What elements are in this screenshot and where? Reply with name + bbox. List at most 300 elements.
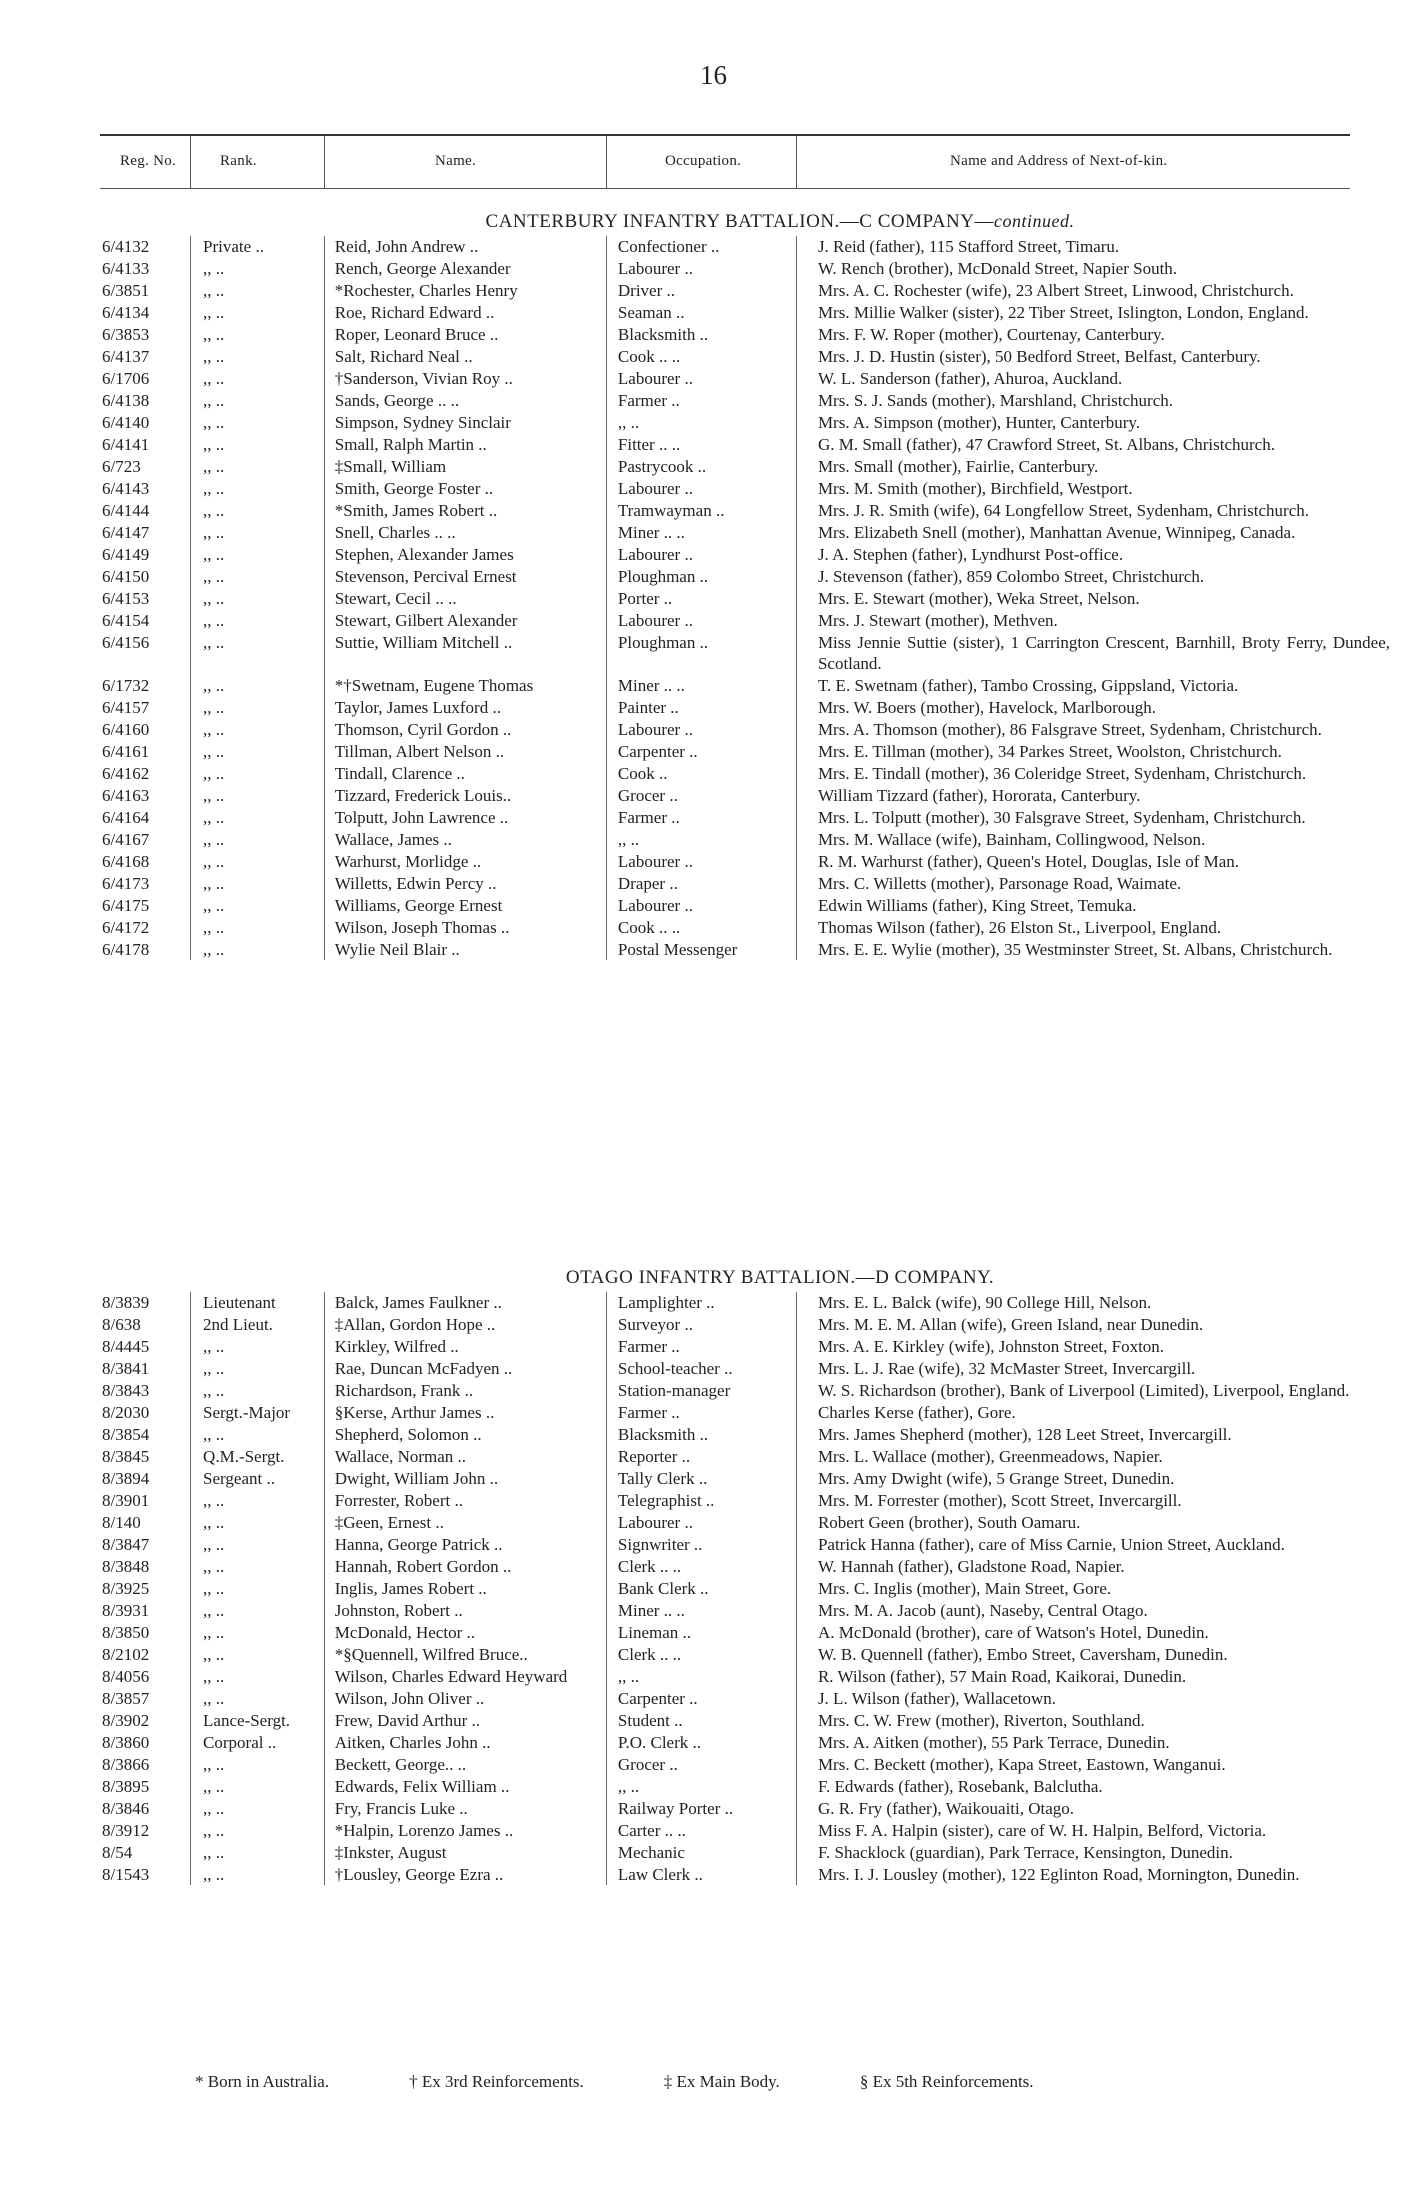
cell-addr: Mrs. M. Forrester (mother), Scott Street, Invercargill. [817,1491,1182,1510]
cell-occ: Blacksmith .. [617,325,709,344]
cell-rank: ,, .. [203,1579,225,1598]
table-row [100,1468,1390,1489]
column-divider [796,136,797,188]
cell-name: Reid, John Andrew .. [334,237,479,256]
cell-addr: Mrs. A. E. Kirkley (wife), Johnston Street, Foxton. [817,1337,1165,1356]
table-row [100,390,1390,411]
cell-rank: ,, .. [203,1513,225,1532]
cell-rank: ,, .. [203,633,225,652]
table-row [100,873,1390,894]
cell-reg: 8/4056 [102,1667,150,1686]
section-title-suffix: continued. [993,211,1075,231]
cell-occ: Labourer .. [617,720,693,739]
cell-name: Shepherd, Solomon .. [334,1425,482,1444]
cell-rank: ,, .. [203,325,225,344]
cell-reg: 8/3848 [102,1557,150,1576]
cell-name: Beckett, George.. .. [334,1755,467,1774]
table-row [100,719,1390,740]
column-divider [190,1292,191,1885]
cell-rank: Sergeant .. [203,1469,275,1488]
cell-occ: Farmer .. [617,1337,680,1356]
cell-occ: Labourer .. [617,1513,693,1532]
column-divider [190,136,191,188]
cell-addr: J. L. Wilson (father), Wallacetown. [817,1689,1057,1708]
cell-rank: ,, .. [203,611,225,630]
cell-addr: Mrs. E. E. Wylie (mother), 35 Westminster Street, St. Albans, Christchurch. [817,940,1333,959]
cell-name: Fry, Francis Luke .. [334,1799,468,1818]
column-divider [606,1292,607,1885]
cell-addr: Mrs. J. D. Hustin (sister), 50 Bedford Street, Belfast, Canterbury. [817,347,1261,366]
cell-name: Wallace, James .. [334,830,452,849]
cell-addr: R. Wilson (father), 57 Main Road, Kaikorai, Dunedin. [817,1667,1187,1686]
cell-addr: William Tizzard (father), Hororata, Canterbury. [817,786,1141,805]
cell-rank: ,, .. [203,852,225,871]
cell-reg: 8/3850 [102,1623,150,1642]
cell-occ: Miner .. .. [617,523,685,542]
cell-occ: Farmer .. [617,808,680,827]
section-canterbury [100,206,1390,961]
cell-occ: Tramwayman .. [617,501,725,520]
otago-rows [100,1292,1390,1885]
cell-addr: Mrs. A. Simpson (mother), Hunter, Canterbury. [817,413,1141,432]
cell-occ: Ploughman .. [617,567,709,586]
cell-rank: ,, .. [203,567,225,586]
cell-addr: Mrs. J. Stewart (mother), Methven. [817,611,1058,630]
cell-name: †Sanderson, Vivian Roy .. [334,369,513,388]
cell-rank: ,, .. [203,1755,225,1774]
cell-reg: 6/4153 [102,589,150,608]
cell-rank: ,, .. [203,1689,225,1708]
cell-addr: Edwin Williams (father), King Street, Temuka. [817,896,1137,915]
cell-addr: Mrs. M. Smith (mother), Birchfield, Westport. [817,479,1133,498]
cell-addr: F. Shacklock (guardian), Park Terrace, Kensington, Dunedin. [817,1843,1233,1862]
cell-addr: Mrs. A. Thomson (mother), 86 Falsgrave Street, Sydenham, Christchurch. [817,720,1322,739]
cell-addr: Mrs. C. Beckett (mother), Kapa Street, Eastown, Wanganui. [817,1755,1226,1774]
footnote: § Ex 5th Reinforcements. [859,2072,1034,2091]
table-row [100,258,1390,279]
cell-addr: Mrs. Small (mother), Fairlie, Canterbury. [817,457,1099,476]
cell-name: *§Quennell, Wilfred Bruce.. [334,1645,528,1664]
cell-reg: 8/2102 [102,1645,150,1664]
cell-rank: ,, .. [203,1623,225,1642]
table-row [100,324,1390,345]
cell-reg: 6/4154 [102,611,150,630]
cell-occ: Cook .. .. [617,918,681,937]
cell-name: Wilson, Charles Edward Heyward [334,1667,568,1686]
cell-reg: 8/3854 [102,1425,150,1444]
cell-reg: 6/4140 [102,413,150,432]
cell-rank: ,, .. [203,1557,225,1576]
cell-reg: 8/3860 [102,1733,150,1752]
cell-rank: ,, .. [203,1425,225,1444]
column-divider [606,136,607,188]
table-row [100,1358,1390,1379]
cell-rank: ,, .. [203,457,225,476]
cell-occ: Grocer .. [617,1755,678,1774]
cell-addr: Mrs. Amy Dwight (wife), 5 Grange Street, Dunedin. [817,1469,1175,1488]
cell-occ: Miner .. .. [617,676,685,695]
table-row [100,368,1390,389]
cell-rank: Private .. [203,237,264,256]
cell-rank: ,, .. [203,808,225,827]
cell-name: Tizzard, Frederick Louis.. [334,786,512,805]
cell-rank: ,, .. [203,369,225,388]
cell-addr: Mrs. C. W. Frew (mother), Riverton, Southland. [817,1711,1145,1730]
cell-reg: 8/3901 [102,1491,150,1510]
cell-name: ‡Inkster, August [334,1843,447,1862]
column-divider [190,236,191,960]
cell-reg: 6/1706 [102,369,150,388]
cell-rank: Lieutenant [203,1293,276,1312]
column-divider [324,236,325,960]
cell-addr: G. R. Fry (father), Waikouaiti, Otago. [817,1799,1075,1818]
cell-occ: Farmer .. [617,1403,680,1422]
cell-occ: Ploughman .. [617,633,709,652]
header-reg-no: Reg. No. [120,153,177,169]
cell-name: Suttie, William Mitchell .. [334,633,513,652]
cell-rank: ,, .. [203,720,225,739]
cell-name: *Halpin, Lorenzo James .. [334,1821,514,1840]
table-row [100,1666,1390,1687]
cell-addr: Mrs. S. J. Sands (mother), Marshland, Christchurch. [817,391,1174,410]
cell-addr: Mrs. E. L. Balck (wife), 90 College Hill, Nelson. [817,1293,1152,1312]
cell-name: Willetts, Edwin Percy .. [334,874,497,893]
cell-rank: ,, .. [203,1359,225,1378]
section-title-text: CANTERBURY INFANTRY BATTALION.—C COMPANY— [485,211,994,232]
cell-rank: ,, .. [203,589,225,608]
cell-addr: Mrs. Elizabeth Snell (mother), Manhattan Avenue, Winnipeg, Canada. [817,523,1296,542]
cell-reg: 6/4178 [102,940,150,959]
cell-name: Balck, James Faulkner .. [334,1293,502,1312]
cell-occ: P.O. Clerk .. [617,1733,702,1752]
cell-name: Simpson, Sydney Sinclair [334,413,511,432]
table-row [100,1336,1390,1357]
cell-addr: Mrs. M. A. Jacob (aunt), Naseby, Central Otago. [817,1601,1148,1620]
table-row [100,1600,1390,1621]
cell-name: Rench, George Alexander [334,259,511,278]
cell-reg: 8/3843 [102,1381,150,1400]
cell-addr: Mrs. L. J. Rae (wife), 32 McMaster Street, Invercargill. [817,1359,1196,1378]
cell-reg: 8/3925 [102,1579,150,1598]
table-row [100,1644,1390,1665]
cell-reg: 6/3851 [102,281,150,300]
cell-rank: ,, .. [203,698,225,717]
cell-name: Stevenson, Percival Ernest [334,567,517,586]
table-row [100,675,1390,696]
table-row [100,807,1390,828]
cell-occ: ,, .. [617,413,640,432]
column-divider [606,236,607,960]
cell-addr: Mrs. L. Tolputt (mother), 30 Falsgrave Street, Sydenham, Christchurch. [817,808,1306,827]
cell-rank: ,, .. [203,413,225,432]
table-row [100,1512,1390,1533]
cell-name: ‡Allan, Gordon Hope .. [334,1315,496,1334]
cell-name: Thomson, Cyril Gordon .. [334,720,512,739]
cell-reg: 6/4147 [102,523,150,542]
cell-addr: Mrs. A. Aitken (mother), 55 Park Terrace, Dunedin. [817,1733,1170,1752]
column-divider [796,1292,797,1885]
cell-rank: ,, .. [203,830,225,849]
cell-reg: 8/140 [102,1513,141,1532]
cell-occ: Blacksmith .. [617,1425,709,1444]
cell-name: Wallace, Norman .. [334,1447,467,1466]
column-divider [324,136,325,188]
cell-reg: 6/4172 [102,918,150,937]
cell-reg: 8/3866 [102,1755,150,1774]
cell-name: Wilson, Joseph Thomas .. [334,918,510,937]
cell-occ: Miner .. .. [617,1601,685,1620]
table-row [100,632,1390,674]
table-row [100,1820,1390,1841]
cell-occ: Lamplighter .. [617,1293,715,1312]
table-row [100,346,1390,367]
cell-addr: Mrs. C. Inglis (mother), Main Street, Gore. [817,1579,1112,1598]
cell-name: *†Swetnam, Eugene Thomas [334,676,534,695]
cell-name: Richardson, Frank .. [334,1381,474,1400]
cell-addr: Mrs. L. Wallace (mother), Greenmeadows, Napier. [817,1447,1163,1466]
cell-reg: 6/4173 [102,874,150,893]
table-row [100,1578,1390,1599]
table-row [100,785,1390,806]
cell-name: Stephen, Alexander James [334,545,514,564]
table-row [100,1776,1390,1797]
cell-occ: Carpenter .. [617,742,698,761]
cell-rank: ,, .. [203,523,225,542]
cell-reg: 8/3841 [102,1359,150,1378]
cell-addr: Mrs. M. Wallace (wife), Bainham, Collingwood, Nelson. [817,830,1206,849]
cell-rank: ,, .. [203,764,225,783]
cell-rank: ,, .. [203,501,225,520]
header-next-of-kin: Name and Address of Next-of-kin. [950,153,1168,169]
cell-addr: J. A. Stephen (father), Lyndhurst Post-office. [817,545,1124,564]
cell-name: *Smith, James Robert .. [334,501,498,520]
cell-occ: Signwriter .. [617,1535,703,1554]
cell-rank: ,, .. [203,896,225,915]
cell-name: Wylie Neil Blair .. [334,940,460,959]
cell-occ: School-teacher .. [617,1359,733,1378]
cell-addr: J. Stevenson (father), 859 Colombo Street, Christchurch. [817,567,1205,586]
cell-addr: T. E. Swetnam (father), Tambo Crossing, Gippsland, Victoria. [817,676,1239,695]
header-rank: Rank. [220,153,257,169]
cell-occ: Labourer .. [617,611,693,630]
cell-addr: W. B. Quennell (father), Embo Street, Caversham, Dunedin. [817,1645,1228,1664]
cell-occ: Porter .. [617,589,673,608]
cell-addr: Mrs. E. Tindall (mother), 36 Coleridge Street, Sydenham, Christchurch. [817,764,1307,783]
cell-rank: ,, .. [203,259,225,278]
footnote: ‡ Ex Main Body. [663,2072,780,2091]
cell-rank: ,, .. [203,742,225,761]
section-title-text: OTAGO INFANTRY BATTALION.—D COMPANY. [565,1267,995,1288]
table-row [100,1710,1390,1731]
cell-reg: 6/4144 [102,501,150,520]
table-row [100,1534,1390,1555]
cell-name: Dwight, William John .. [334,1469,499,1488]
cell-name: Snell, Charles .. .. [334,523,456,542]
cell-reg: 6/3853 [102,325,150,344]
cell-rank: ,, .. [203,1337,225,1356]
cell-name: Hanna, George Patrick .. [334,1535,503,1554]
cell-name: Taylor, James Luxford .. [334,698,501,717]
cell-addr: Thomas Wilson (father), 26 Elston St., Liverpool, England. [817,918,1222,937]
cell-reg: 6/4168 [102,852,150,871]
table-row [100,566,1390,587]
cell-rank: ,, .. [203,940,225,959]
table-row [100,1732,1390,1753]
table-row [100,610,1390,631]
cell-name: Williams, George Ernest [334,896,503,915]
cell-name: Rae, Duncan McFadyen .. [334,1359,513,1378]
cell-occ: Fitter .. .. [617,435,681,454]
cell-addr: Mrs. Millie Walker (sister), 22 Tiber Street, Islington, London, England. [817,303,1309,322]
cell-occ: Cook .. .. [617,347,681,366]
cell-reg: 8/638 [102,1315,141,1334]
cell-addr: Charles Kerse (father), Gore. [817,1403,1016,1422]
cell-occ: Clerk .. .. [617,1645,682,1664]
cell-rank: ,, .. [203,1667,225,1686]
cell-name: Small, Ralph Martin .. [334,435,487,454]
cell-occ: Carpenter .. [617,1689,698,1708]
table-row [100,544,1390,565]
cell-occ: Telegraphist .. [617,1491,715,1510]
cell-rank: ,, .. [203,303,225,322]
cell-name: Sands, George .. .. [334,391,460,410]
table-row [100,1490,1390,1511]
cell-name: Stewart, Cecil .. .. [334,589,457,608]
cell-rank: Sergt.-Major [203,1403,291,1422]
cell-reg: 6/4149 [102,545,150,564]
cell-reg: 6/4160 [102,720,150,739]
cell-reg: 6/4133 [102,259,150,278]
cell-reg: 6/4150 [102,567,150,586]
cell-rank: ,, .. [203,1381,225,1400]
cell-name: Tillman, Albert Nelson .. [334,742,505,761]
cell-occ: Labourer .. [617,369,693,388]
cell-reg: 6/4137 [102,347,150,366]
cell-addr: J. Reid (father), 115 Stafford Street, Timaru. [817,237,1120,256]
cell-addr: Mrs. J. R. Smith (wife), 64 Longfellow Street, Sydenham, Christchurch. [817,501,1309,520]
table-row [100,1864,1390,1885]
cell-occ: Pastrycook .. [617,457,707,476]
table-row [100,1688,1390,1709]
cell-occ: Lineman .. [617,1623,692,1642]
cell-rank: ,, .. [203,918,225,937]
cell-addr: G. M. Small (father), 47 Crawford Street, St. Albans, Christchurch. [817,435,1275,454]
column-divider [324,1292,325,1885]
cell-addr: Mrs. I. J. Lousley (mother), 122 Eglinton Road, Mornington, Dunedin. [817,1865,1300,1884]
cell-addr: R. M. Warhurst (father), Queen's Hotel, Douglas, Isle of Man. [817,852,1240,871]
cell-occ: Confectioner .. [617,237,720,256]
table-header [100,134,1350,189]
footnote: * Born in Australia. [195,2072,330,2091]
cell-reg: 6/4164 [102,808,150,827]
cell-occ: Carter .. .. [617,1821,686,1840]
cell-addr: Mrs. E. Stewart (mother), Weka Street, Nelson. [817,589,1140,608]
column-divider [796,236,797,960]
cell-name: Salt, Richard Neal .. [334,347,473,366]
table-row [100,1380,1390,1401]
cell-addr: Mrs. E. Tillman (mother), 34 Parkes Street, Woolston, Christchurch. [817,742,1282,761]
cell-reg: 6/4157 [102,698,150,717]
header-name: Name. [435,153,477,169]
cell-occ: ,, .. [617,1777,640,1796]
cell-name: Wilson, John Oliver .. [334,1689,485,1708]
table-row [100,1314,1390,1335]
cell-name: Roe, Richard Edward .. [334,303,495,322]
table-row [100,895,1390,916]
cell-rank: 2nd Lieut. [203,1315,273,1334]
cell-occ: Student .. [617,1711,683,1730]
cell-name: Hannah, Robert Gordon .. [334,1557,512,1576]
cell-reg: 8/3912 [102,1821,150,1840]
cell-name: Aitken, Charles John .. [334,1733,491,1752]
cell-rank: ,, .. [203,1843,225,1862]
cell-rank: Q.M.-Sergt. [203,1447,285,1466]
section-title [200,1262,1360,1292]
table-row [100,697,1390,718]
table-row [100,1842,1390,1863]
table-row [100,522,1390,543]
table-row [100,763,1390,784]
cell-addr: Miss Jennie Suttie (sister), 1 Carrington Crescent, Barnhill, Broty Ferry, Dundee, Scotland. [817,633,1390,673]
cell-reg: 6/4141 [102,435,150,454]
cell-rank: ,, .. [203,281,225,300]
cell-occ: ,, .. [617,1667,640,1686]
cell-rank: ,, .. [203,1601,225,1620]
table-row [100,851,1390,872]
footnote: † Ex 3rd Reinforcements. [409,2072,584,2091]
canterbury-rows [100,236,1390,960]
cell-rank: ,, .. [203,874,225,893]
table-row [100,588,1390,609]
cell-reg: 8/3895 [102,1777,150,1796]
section-otago [100,1262,1390,1886]
table-row [100,1622,1390,1643]
cell-addr: Mrs. M. E. M. Allan (wife), Green Island, near Dunedin. [817,1315,1204,1334]
cell-rank: Lance-Sergt. [203,1711,291,1730]
cell-rank: ,, .. [203,545,225,564]
cell-occ: Painter .. [617,698,679,717]
table-row [100,917,1390,938]
table-row [100,1402,1390,1423]
cell-reg: 6/4167 [102,830,150,849]
cell-occ: Clerk .. .. [617,1557,682,1576]
cell-addr: Mrs. A. C. Rochester (wife), 23 Albert Street, Linwood, Christchurch. [817,281,1294,300]
cell-occ: ,, .. [617,830,640,849]
cell-addr: Patrick Hanna (father), care of Miss Carnie, Union Street, Auckland. [817,1535,1285,1554]
table-row [100,829,1390,850]
cell-rank: ,, .. [203,1777,225,1796]
cell-name: Frew, David Arthur .. [334,1711,481,1730]
cell-rank: Corporal .. [203,1733,277,1752]
cell-occ: Driver .. [617,281,676,300]
table-row [100,1556,1390,1577]
cell-occ: Labourer .. [617,259,693,278]
cell-reg: 8/1543 [102,1865,150,1884]
cell-name: Warhurst, Morlidge .. [334,852,482,871]
cell-addr: Robert Geen (brother), South Oamaru. [817,1513,1081,1532]
table-row [100,412,1390,433]
cell-occ: Seaman .. [617,303,685,322]
cell-reg: 8/3902 [102,1711,150,1730]
cell-rank: ,, .. [203,479,225,498]
cell-reg: 6/4161 [102,742,150,761]
cell-reg: 8/3847 [102,1535,150,1554]
table-row [100,1798,1390,1819]
cell-occ: Surveyor .. [617,1315,693,1334]
cell-reg: 8/2030 [102,1403,150,1422]
cell-reg: 8/3839 [102,1293,150,1312]
cell-addr: W. S. Richardson (brother), Bank of Liverpool (Limited), Liverpool, England. [817,1381,1350,1400]
